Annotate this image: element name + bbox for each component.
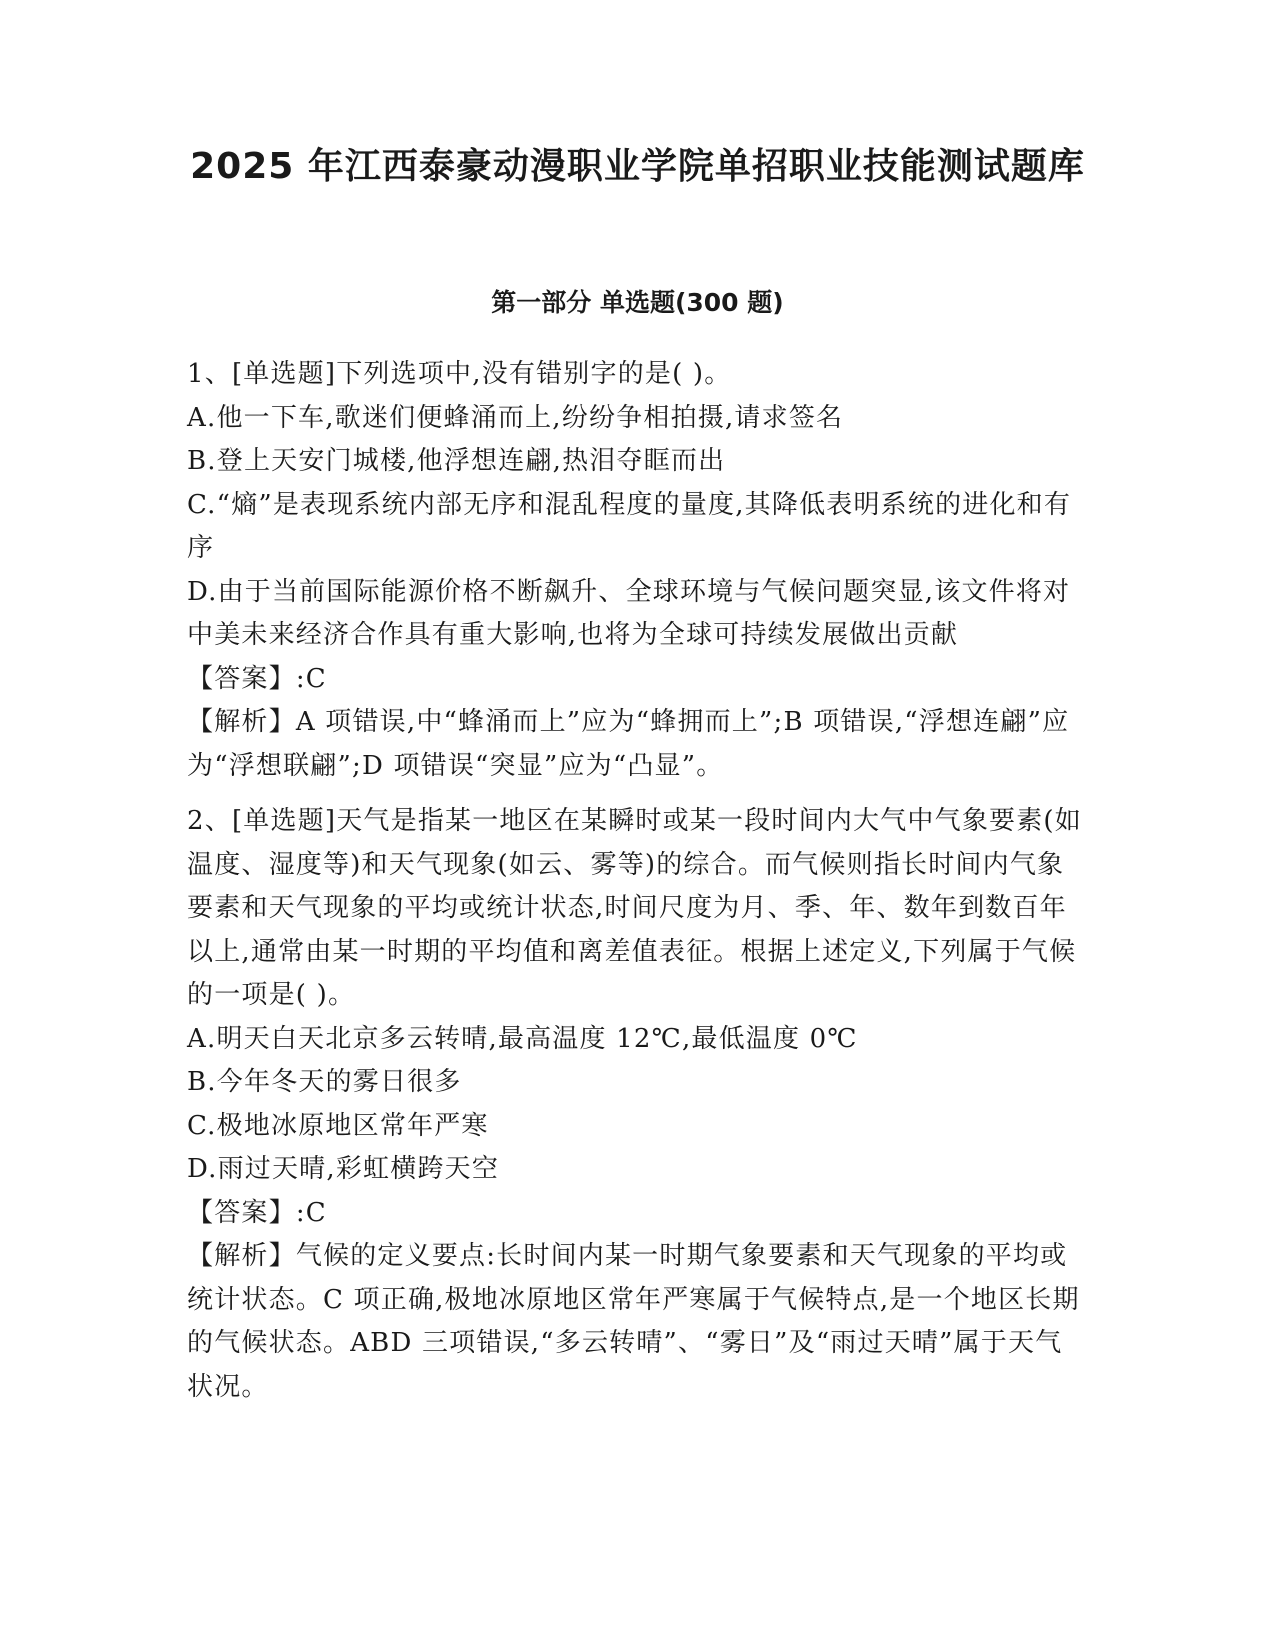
option-d: D.雨过天晴,彩虹横跨天空 [187,1154,500,1184]
section-title: 第一部分 单选题(300 题) [491,288,784,317]
answer-label: 【答案】 [187,1197,296,1228]
question-item-1 [187,353,1082,788]
analysis-line [187,701,1082,788]
question-stem: 1、[单选题]下列选项中,没有错别字的是( )。 [187,359,732,389]
option-d: D.由于当前国际能源价格不断飙升、全球环境与气候问题突显,该文件将对中美未来经济合作具有重大影响,也将为全球可持续发展做出贡献 [187,576,1071,650]
analysis-line [187,1235,1082,1409]
option-c: C.“熵”是表现系统内部无序和混乱程度的量度,其降低表明系统的进化和有序 [187,489,1072,563]
analysis-label: 【解析】 [187,707,296,737]
question-stem: 2、[单选题]天气是指某一地区在某瞬时或某一段时间内大气中气象要素(如温度、湿度等)和天气现象(如云、雾等)的综合。而气候则指长时间内气象要素和天气现象的平均或统计状态,时间尺度为月、季、年、数年到数百年以上,通常由某一时期的平均值和离差值表征。根据上述定义,下列属于气候的一项是( )。 [187,806,1082,1010]
answer-line [187,1192,1082,1236]
analysis-label: 【解析】 [187,1241,296,1271]
question-item-2 [187,800,1082,1409]
option-b: B.今年冬天的雾日很多 [187,1067,462,1097]
answer-value: :C [295,1197,327,1228]
option-c: C.极地冰原地区常年严寒 [187,1110,489,1141]
answer-line [187,658,1082,702]
analysis-text: A 项错误,中“蜂涌而上”应为“蜂拥而上”;B 项错误,“浮想连翩”应为“浮想联翩”;D 项错误“突显”应为“凸显”。 [187,707,1070,781]
option-b: B.登上天安门城楼,他浮想连翩,热泪夺眶而出 [187,446,726,476]
answer-label: 【答案】 [187,663,296,694]
answer-value: :C [295,663,327,694]
analysis-text: 气候的定义要点:长时间内某一时期气象要素和天气现象的平均或统计状态。C 项正确,极地冰原地区常年严寒属于气候特点,是一个地区长期的气候状态。ABD 三项错误,“多云转晴”、“雾日”及“雨过天晴”属于天气状况。 [187,1241,1080,1402]
option-a: A.他一下车,歌迷们便蜂涌而上,纷纷争相拍摄,请求签名 [187,402,844,433]
document-title: 2025 年江西泰豪动漫职业学院单招职业技能测试题库 [190,146,1085,187]
question-list [187,353,1082,1409]
option-a: A.明天白天北京多云转晴,最高温度 12℃,最低温度 0℃ [187,1023,858,1054]
